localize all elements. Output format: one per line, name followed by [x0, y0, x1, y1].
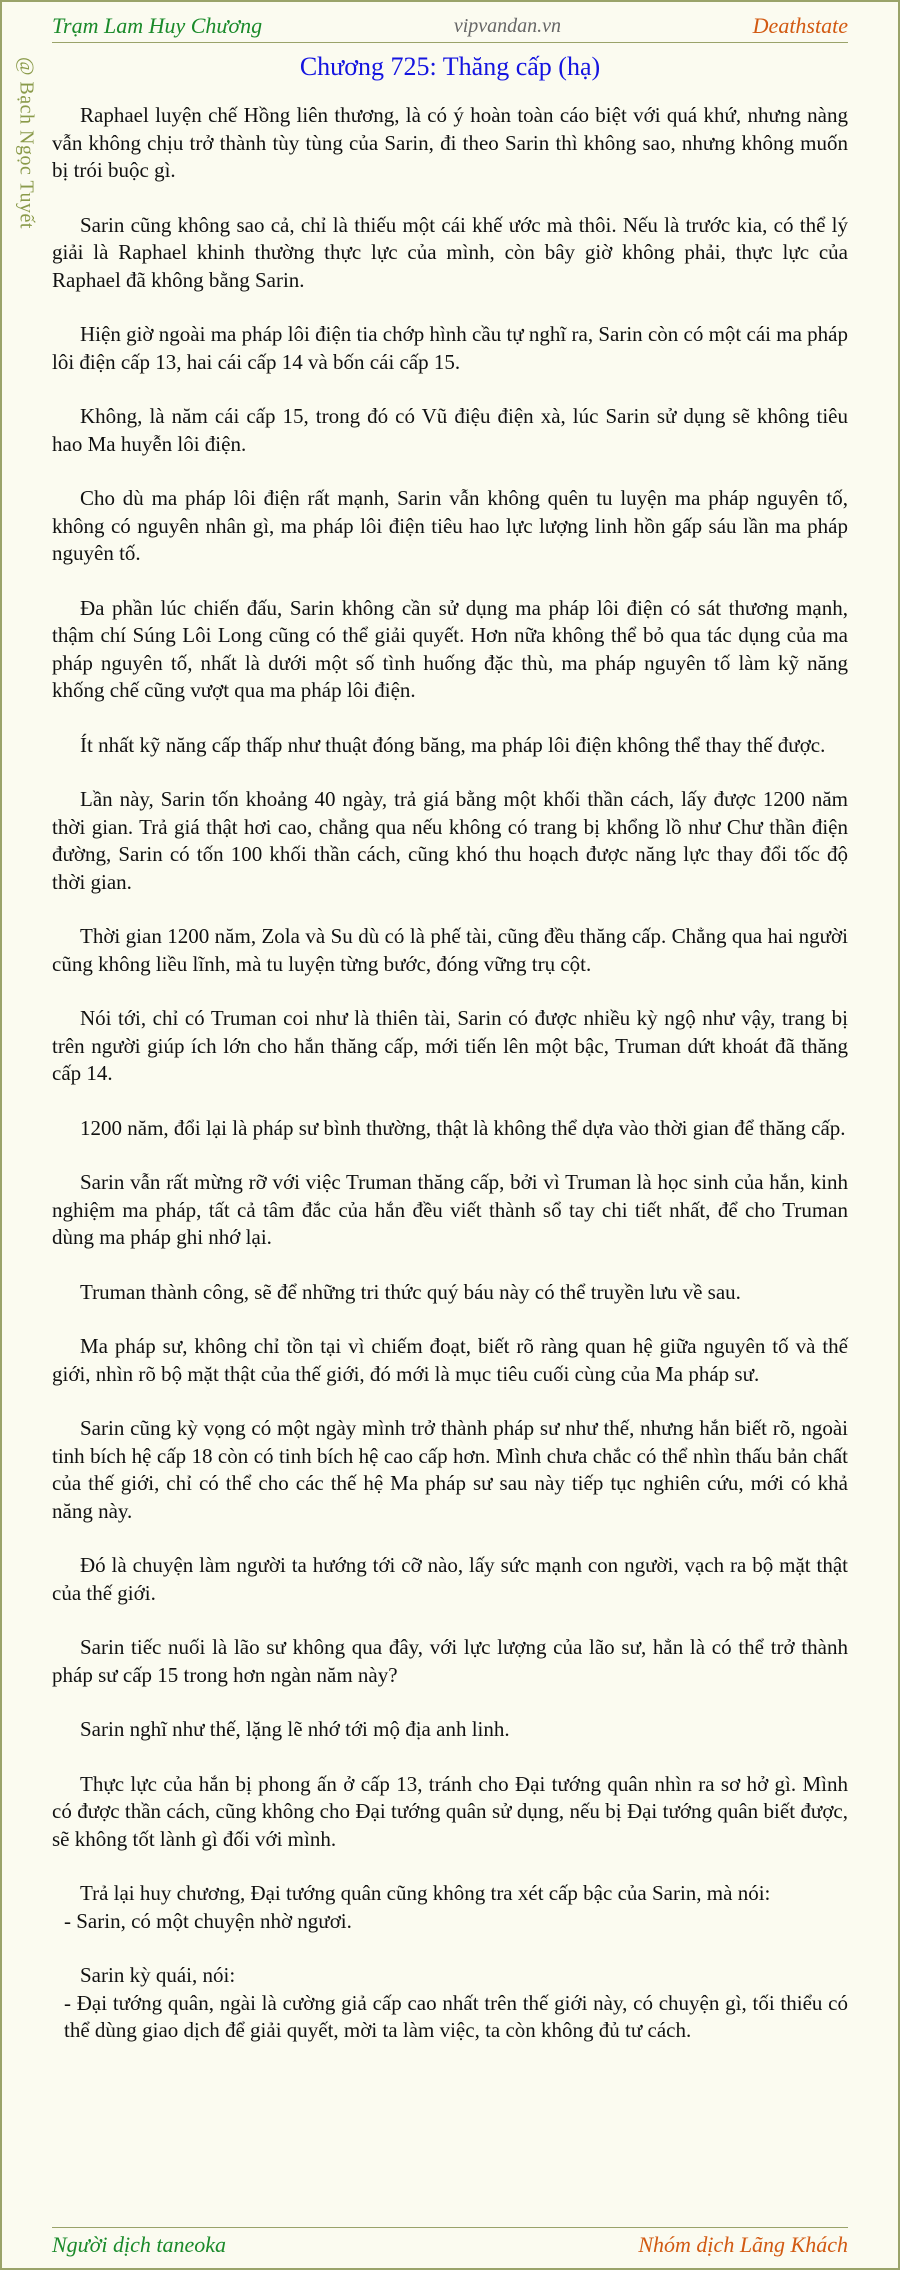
dialogue-line: - Đại tướng quân, ngài là cường giả cấp cao nhất trên thế giới này, có chuyện gì, tối thiểu có thể dùng giao dịch để giải quyết, mời ta làm việc, ta còn không đủ tư cách.: [64, 1990, 848, 2042]
page-footer: [52, 2227, 848, 2262]
side-watermark: [6, 57, 46, 297]
paragraph: Sarin kỳ quái, nói:: [80, 1963, 236, 1987]
paragraph: Ít nhất kỹ năng cấp thấp như thuật đóng băng, ma pháp lôi điện không thể thay thế được.: [80, 732, 826, 757]
header-site-name: Trạm Lam Huy Chương: [52, 13, 263, 38]
paragraph: Sarin cũng kỳ vọng có một ngày mình trở thành pháp sư như thế, nhưng hắn biết rõ, ngoài tinh bích hệ cấp 18 còn có tinh bích hệ cao cấp hơn. Mình chưa chắc có thể nhìn thấu bản chất của thế giới, chỉ có thể cho các thế hệ Ma pháp sư sau này tiếp tục nghiên cứu, mới có khả năng này.: [52, 1416, 848, 1523]
paragraph: Đó là chuyện làm người ta hướng tới cỡ nào, lấy sức mạnh con người, vạch ra bộ mặt thật của thế giới.: [52, 1553, 848, 1605]
paragraph: Đa phần lúc chiến đấu, Sarin không cần sử dụng ma pháp lôi điện có sát thương mạnh, thậm chí Súng Lôi Long cũng có thể giải quyết. Hơn nữa không thể bỏ qua tác dụng của ma pháp nguyên tố, nhất là dưới một số tình huống đặc thù, ma pháp nguyên tố làm kỹ năng khống chế cũng vượt qua ma pháp lôi điện.: [52, 595, 848, 702]
chapter-title: Chương 725: Thăng cấp (hạ): [299, 52, 601, 81]
paragraph: Sarin nghĩ như thế, lặng lẽ nhớ tới mộ địa anh linh.: [80, 1717, 510, 1741]
paragraph: Thực lực của hắn bị phong ấn ở cấp 13, tránh cho Đại tướng quân nhìn ra sơ hở gì. Mình có được thần cách, cũng không cho Đại tướng quân sử dụng, nếu bị Đại tướng quân biết được, sẽ không tốt lành gì đối với mình.: [52, 1771, 848, 1851]
header-book-title: Deathstate: [752, 13, 848, 38]
paragraph: Ma pháp sư, không chỉ tồn tại vì chiếm đoạt, biết rõ ràng quan hệ giữa nguyên tố và thế giới, nhìn rõ bộ mặt thật của thế giới, đó mới là mục tiêu cuối cùng của Ma pháp sư.: [52, 1334, 848, 1386]
paragraph: Trả lại huy chương, Đại tướng quân cũng không tra xét cấp bậc của Sarin, mà nói:: [80, 1881, 771, 1905]
chapter-content: [52, 102, 848, 2072]
footer-translator: Người dịch taneoka: [52, 2232, 227, 2257]
header-url: vipvandan.vn: [453, 14, 562, 37]
paragraph: Truman thành công, sẽ để những tri thức quý báu này có thể truyền lưu về sau.: [80, 1279, 741, 1304]
paragraph: Sarin vẫn rất mừng rỡ với việc Truman thăng cấp, bởi vì Truman là học sinh của hắn, kinh nghiệm ma pháp, tất cả tâm đắc của hắn đều viết thành sổ tay chi tiết nhất, để cho Truman dùng ma pháp ghi nhớ lại.: [52, 1170, 848, 1249]
footer-group: Nhóm dịch Lãng Khách: [638, 2232, 848, 2257]
page-header: [52, 10, 848, 43]
dialogue-line: - Sarin, có một chuyện nhờ ngươi.: [64, 1908, 352, 1933]
paragraph: Raphael luyện chế Hồng liên thương, là có ý hoàn toàn cáo biệt với quá khứ, nhưng nàng vẫn không chịu trở thành tùy tùng của Sarin, đi theo Sarin thì không sao, nhưng không muốn bị trói buộc gì.: [52, 103, 848, 182]
paragraph: Lần này, Sarin tốn khoảng 40 ngày, trả giá bằng một khối thần cách, lấy được 1200 năm thời gian. Trả giá thật hơi cao, chẳng qua nếu không có trang bị khổng lồ như Chư thần điện đường, Sarin có tốn 100 khối thần cách, cũng khó thu hoạch được năng lực thay đổi tốc độ thời gian.: [52, 787, 848, 894]
paragraph: Sarin tiếc nuối là lão sư không qua đây, với lực lượng của lão sư, hẳn là có thể trở thành pháp sư cấp 15 trong hơn ngàn năm này?: [52, 1635, 848, 1687]
paragraph: Sarin cũng không sao cả, chỉ là thiếu một cái khế ước mà thôi. Nếu là trước kia, có thể lý giải là Raphael khinh thường thực lực của mình, còn bây giờ không phải, thực lực của Raphael đã không bằng Sarin.: [52, 212, 848, 292]
paragraph: Không, là năm cái cấp 15, trong đó có Vũ điệu điện xà, lúc Sarin sử dụng sẽ không tiêu hao Ma huyễn lôi điện.: [52, 404, 848, 456]
paragraph: 1200 năm, đổi lại là pháp sư bình thường, thật là không thể dựa vào thời gian để thăng cấp.: [80, 1115, 846, 1140]
paragraph: Nói tới, chỉ có Truman coi như là thiên tài, Sarin có được nhiều kỳ ngộ như vậy, trang bị trên người giúp ích lớn cho hắn thăng cấp, mới tiến lên một bậc, Truman dứt khoát đã thăng cấp 14.: [52, 1006, 848, 1085]
side-watermark-text: @ Bạch Ngọc Tuyết: [15, 57, 38, 229]
paragraph: Cho dù ma pháp lôi điện rất mạnh, Sarin vẫn không quên tu luyện ma pháp nguyên tố, không có nguyên nhân gì, ma pháp lôi điện tiêu hao lực lượng linh hồn gấp sáu lần ma pháp nguyên tố.: [52, 486, 848, 565]
paragraph: Hiện giờ ngoài ma pháp lôi điện tia chớp hình cầu tự nghĩ ra, Sarin còn có một cái ma pháp lôi điện cấp 13, hai cái cấp 14 và bốn cái cấp 15.: [52, 322, 848, 374]
paragraph: Thời gian 1200 năm, Zola và Su dù có là phế tài, cũng đều thăng cấp. Chẳng qua hai người cũng không liều lĩnh, mà tu luyện từng bước, đóng vững trụ cột.: [52, 924, 848, 976]
